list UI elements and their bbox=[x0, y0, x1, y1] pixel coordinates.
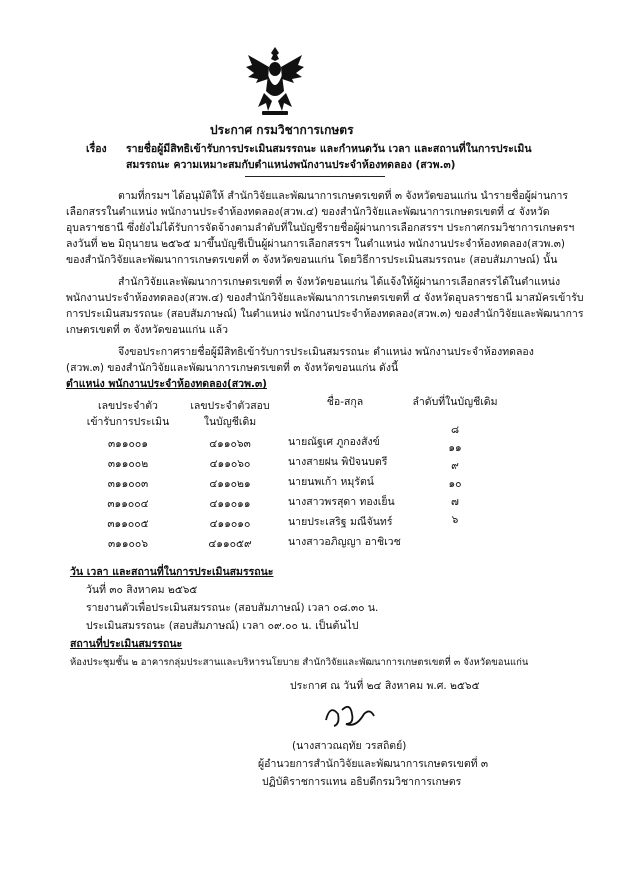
paragraph-1-line-4: ลงวันที่ ๒๒ มิถุนายน ๒๕๖๕ มาขึ้นบัญชีเป็นผู้ผ่านการเลือกสรรฯ ในตำแหน่ง พนักงานประจำห้องทดลอง(สวพ.๓) bbox=[66, 238, 566, 250]
paragraph-3-line-2: (สวพ.๓) ของสำนักวิจัยและพัฒนาการเกษตรเขตที่ ๓ จังหวัดขอนแก่น ดังนี้ bbox=[66, 362, 399, 374]
table-cell-rank: ๗ bbox=[451, 496, 459, 508]
subject-label: เรื่อง bbox=[86, 143, 107, 155]
table-header-id: เลขประจำตัว bbox=[98, 400, 158, 412]
table-cell-id: ๓๑๑๐๐๖ bbox=[108, 538, 148, 550]
table-cell-name: นายนพเก้า หมุรัตน์ bbox=[288, 476, 374, 488]
table-cell-name: นางสาวอภิญญา อาชิเวช bbox=[288, 536, 401, 548]
paragraph-3-line-1: จึงขอประกาศรายชื่อผู้มีสิทธิเข้ารับการประเมินสมรรถนะ ตำแหน่ง พนักงานประจำห้องทดลอง bbox=[118, 346, 534, 358]
garuda-emblem-icon bbox=[244, 45, 306, 117]
table-cell-id: ๓๑๑๐๐๔ bbox=[107, 498, 149, 510]
place-text: ห้องประชุมชั้น ๒ อาคารกลุ่มประสานและบริหารนโยบาย สำนักวิจัยและพัฒนาการเกษตรเขตที่ ๓ จังหวัดขอนแก่น bbox=[70, 657, 529, 668]
table-cell-id: ๓๑๑๐๐๒ bbox=[107, 458, 149, 470]
table-header-name: ชื่อ-สกุล bbox=[326, 396, 364, 408]
table-cell-exam: ๔๑๑๐๑๐ bbox=[209, 518, 251, 530]
table-cell-rank: ๑๐ bbox=[448, 478, 462, 490]
document-title: ประกาศ กรมวิชาการเกษตร bbox=[210, 123, 354, 137]
table-cell-id: ๓๑๑๐๐๑ bbox=[108, 438, 148, 450]
announcement-date: ประกาศ ณ วันที่ ๒๔ สิงหาคม พ.ศ. ๒๕๖๕ bbox=[290, 680, 480, 692]
table-header-rank: ลำดับที่ในบัญชีเดิม bbox=[412, 396, 498, 408]
signature-icon bbox=[320, 700, 380, 734]
paragraph-2-line-2: พนักงานประจำห้องทดลอง(สวพ.๔) ของสำนักวิจัยและพัฒนาการเกษตรเขตที่ ๔ จังหวัดอุบลราชธานี มาสมัครเข้ารับ bbox=[66, 292, 584, 304]
paragraph-2-line-1: สำนักวิจัยและพัฒนาการเกษตรเขตที่ ๓ จังหวัดขอนแก่น ได้แจ้งให้ผู้ผ่านการเลือกสรรได้ในตำแหน่ง bbox=[118, 276, 561, 288]
signer-name: (นางสาวณฤทัย วรสถิตย์) bbox=[292, 740, 407, 752]
subject-line-1: รายชื่อผู้มีสิทธิเข้ารับการประเมินสมรรถนะ และกำหนดวัน เวลา และสถานที่ในการประเมิน bbox=[126, 143, 532, 155]
place-heading: สถานที่ประเมินสมรรถนะ bbox=[70, 638, 183, 650]
paragraph-1-line-1: ตามที่กรมฯ ได้อนุมัติให้ สำนักวิจัยและพัฒนาการเกษตรเขตที่ ๓ จังหวัดขอนแก่น นำรายชื่อผู้ผ่านการ bbox=[118, 190, 569, 202]
paragraph-1-line-2: เลือกสรรในตำแหน่ง พนักงานประจำห้องทดลอง(สวพ.๔) ของสำนักวิจัยและพัฒนาการเกษตรเขตที่ ๔ จังหวัด bbox=[66, 206, 550, 218]
paragraph-2-line-4: เกษตรเขตที่ ๓ จังหวัดขอนแก่น แล้ว bbox=[66, 324, 229, 336]
table-cell-exam: ๔๑๑๐๑๑ bbox=[209, 498, 251, 510]
paragraph-1-line-5: ของสำนักวิจัยและพัฒนาการเกษตรเขตที่ ๓ จังหวัดขอนแก่น โดยวิธีการประเมินสมรรถนะ (สอบสัมภาษณ์) นั้น bbox=[66, 254, 558, 266]
table-cell-exam: ๔๑๑๐๖๐ bbox=[209, 458, 251, 470]
table-header-exam: เลขประจำตัวสอบ bbox=[190, 400, 270, 412]
table-cell-rank: ๑๑ bbox=[448, 442, 462, 454]
table-cell-rank: ๙ bbox=[451, 460, 459, 472]
table-header-id-sub: เข้ารับการประเมิน bbox=[86, 416, 170, 428]
position-heading: ตำแหน่ง พนักงานประจำห้องทดลอง(สวพ.๓) bbox=[66, 378, 267, 390]
header-divider bbox=[245, 176, 385, 177]
schedule-report-time: รายงานตัวเพื่อประเมินสมรรถนะ (สอบสัมภาษณ์) เวลา ๐๘.๓๐ น. bbox=[86, 602, 379, 614]
paragraph-1-line-3: อุบลราชธานี ซึ่งยังไม่ได้รับการจัดจ้างตามลำดับที่ในบัญชีรายชื่อผู้ผ่านการเลือกสรรฯ ประกาศกรมวิชาการเกษตรฯ bbox=[66, 222, 575, 234]
schedule-heading: วัน เวลา และสถานที่ในการประเมินสมรรถนะ bbox=[70, 566, 274, 578]
table-header-exam-sub: ในบัญชีเดิม bbox=[203, 416, 257, 428]
subject-line-2: สมรรถนะ ความเหมาะสมกับตำแหน่งพนักงานประจำห้องทดลอง (สวพ.๓) bbox=[126, 159, 456, 171]
table-cell-name: นางสาวพรสุดา ทองเย็น bbox=[288, 496, 395, 508]
table-cell-rank: ๘ bbox=[450, 424, 460, 436]
table-cell-exam: ๔๑๑๐๕๙ bbox=[208, 538, 252, 550]
table-cell-exam: ๔๑๑๐๒๑ bbox=[209, 478, 251, 490]
paragraph-2-line-3: การประเมินสมรรถนะ (สอบสัมภาษณ์) ในตำแหน่ง พนักงานประจำห้องทดลอง(สวพ.๓) ของสำนักวิจัยและพัฒนาการ bbox=[66, 308, 584, 320]
signer-title-2: ปฏิบัติราชการแทน อธิบดีกรมวิชาการเกษตร bbox=[262, 776, 462, 788]
schedule-assess-time: ประเมินสมรรถนะ (สอบสัมภาษณ์) เวลา ๐๙.๐๐ น. เป็นต้นไป bbox=[86, 620, 359, 632]
table-cell-exam: ๔๑๑๐๖๓ bbox=[209, 438, 251, 450]
table-cell-id: ๓๑๑๐๐๕ bbox=[107, 518, 149, 530]
signer-title-1: ผู้อำนวยการสำนักวิจัยและพัฒนาการเกษตรเขตที่ ๓ bbox=[258, 758, 489, 770]
table-cell-rank: ๖ bbox=[451, 514, 459, 526]
table-cell-id: ๓๑๑๐๐๓ bbox=[107, 478, 149, 490]
table-cell-name: นายประเสริฐ มณีจันทร์ bbox=[288, 516, 393, 528]
table-cell-name: นายณัฐเศ ภูกองสังข์ bbox=[288, 436, 380, 448]
table-cell-name: นางสายฝน พิปัจนบตรี bbox=[288, 456, 388, 468]
schedule-date: วันที่ ๓๐ สิงหาคม ๒๕๖๕ bbox=[86, 584, 198, 596]
